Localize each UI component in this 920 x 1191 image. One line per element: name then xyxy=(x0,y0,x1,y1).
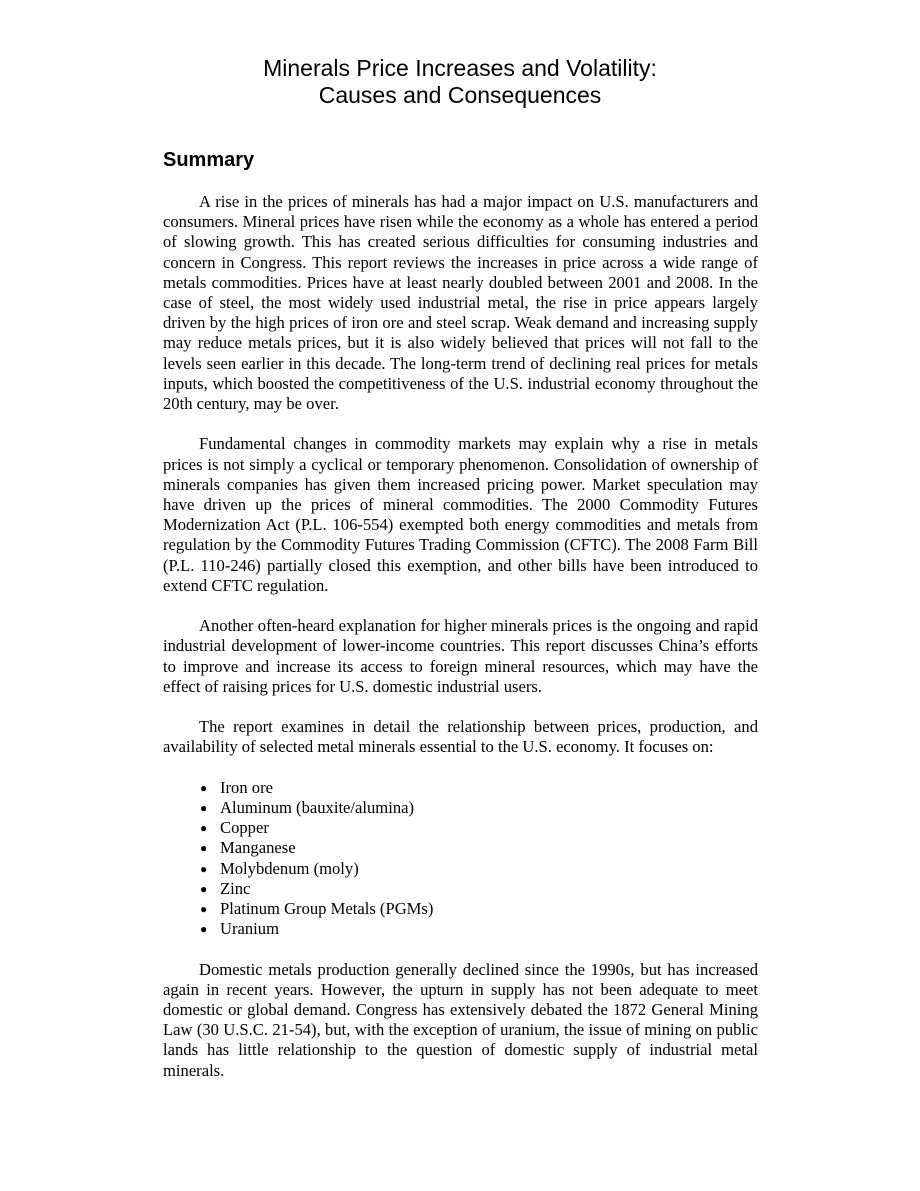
list-item xyxy=(163,798,758,818)
focus-metals-list xyxy=(163,778,758,940)
summary-body xyxy=(163,192,758,1101)
paragraph-report-focus-intro: The report examines in detail the relationship between prices, production, and availability of selected metal minerals essential to the U.S. economy. It focuses on: xyxy=(163,717,758,757)
document-title xyxy=(0,55,920,109)
paragraph-market-changes: Fundamental changes in commodity markets may explain why a rise in metals prices is not simply a cyclical or temporary phenomenon. Consolidation of ownership of minerals companies has given them increased pricing power. Market speculation may have driven up the prices of mineral commodities. The 2000 Commodity Futures Modernization Act (P.L. 106-554) exempted both energy commodities and metals from regulation by the Commodity Futures Trading Commission (CFTC). The 2008 Farm Bill (P.L. 110-246) partially closed this exemption, and other bills have been introduced to extend CFTC regulation. xyxy=(163,434,758,595)
bullet-icon: ● xyxy=(200,881,208,896)
bullet-icon: ● xyxy=(200,841,208,856)
document-title-line-2: Causes and Consequences xyxy=(318,82,602,108)
list-item-text: Manganese xyxy=(220,838,296,858)
bullet-icon: ● xyxy=(200,821,208,836)
list-item xyxy=(163,919,758,939)
list-item xyxy=(163,859,758,879)
paragraph-domestic-production: Domestic metals production generally declined since the 1990s, but has increased again in recent years. However, the upturn in supply has not been adequate to meet domestic or global demand. Congress has extensively debated the 1872 General Mining Law (30 U.S.C. 21-54), but, with the exception of uranium, the issue of mining on public lands has little relationship to the question of domestic supply of industrial metal minerals. xyxy=(163,959,758,1080)
list-item-text: Platinum Group Metals (PGMs) xyxy=(220,899,434,919)
list-item xyxy=(163,879,758,899)
list-item xyxy=(163,778,758,798)
bullet-icon: ● xyxy=(200,902,208,917)
list-item-text: Zinc xyxy=(220,878,251,898)
bullet-icon: ● xyxy=(200,801,208,816)
list-item-text: Aluminum (bauxite/alumina) xyxy=(220,798,415,818)
list-item-text: Iron ore xyxy=(220,777,273,797)
list-item-text: Copper xyxy=(220,818,269,838)
document-title-line-1: Minerals Price Increases and Volatility: xyxy=(263,55,657,81)
paragraph-price-impact: A rise in the prices of minerals has had a major impact on U.S. manufacturers and consumers. Mineral prices have risen while the economy as a whole has entered a period of slowing growth. This has created serious difficulties for consuming industries and concern in Congress. This report reviews the increases in price across a wide range of metals commodities. Prices have at least nearly doubled between 2001 and 2008. In the case of steel, the most widely used industrial metal, the rise in price appears largely driven by the high prices of iron ore and steel scrap. Weak demand and increasing supply may reduce metals prices, but it is also widely believed that prices will not fall to the levels seen earlier in this decade. The long-term trend of declining real prices for metals inputs, which boosted the competitiveness of the U.S. industrial economy throughout the 20th century, may be over. xyxy=(163,192,758,414)
list-item xyxy=(163,818,758,838)
section-heading-summary: Summary xyxy=(163,149,255,171)
list-item-text: Uranium xyxy=(220,919,279,939)
list-item xyxy=(163,899,758,919)
list-item xyxy=(163,838,758,858)
bullet-icon: ● xyxy=(200,861,208,876)
list-item-text: Molybdenum (moly) xyxy=(220,858,359,878)
bullet-icon: ● xyxy=(200,922,208,937)
bullet-icon: ● xyxy=(200,780,208,795)
paragraph-industrial-development: Another often-heard explanation for higher minerals prices is the ongoing and rapid industrial development of lower-income countries. This report discusses China’s efforts to improve and increase its access to foreign mineral resources, which may have the effect of raising prices for U.S. domestic industrial users. xyxy=(163,616,758,696)
